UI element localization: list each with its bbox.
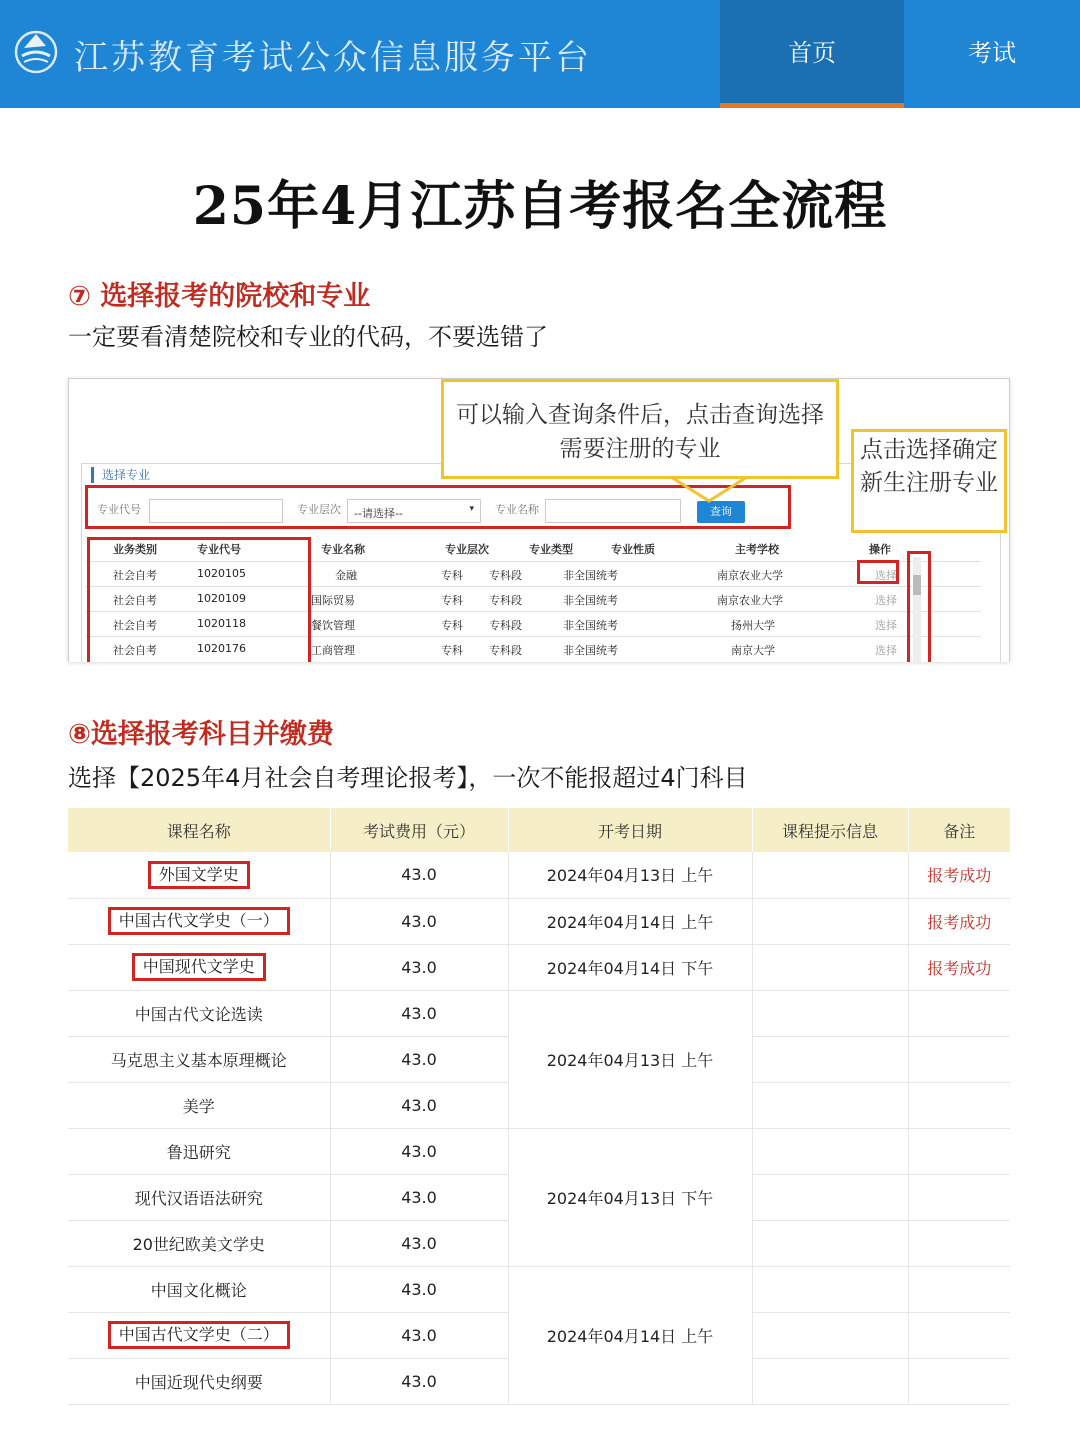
col-note: 备注 (908, 808, 1010, 852)
cell-type: 专科段 (489, 619, 522, 632)
query-tip-callout: 可以输入查询条件后，点击查询选择需要注册的专业 (441, 379, 839, 479)
col-hint: 课程提示信息 (752, 808, 908, 852)
cell-level: 专科 (441, 594, 463, 607)
course-fee: 43.0 (330, 1358, 508, 1404)
cell-major-code: 1020105 (197, 567, 246, 580)
col-level: 专业层次 (445, 543, 489, 556)
table-row[interactable] (68, 1128, 1010, 1174)
table-header-row (68, 808, 1010, 852)
status-badge (908, 1082, 1010, 1128)
status-badge (908, 1128, 1010, 1174)
cell-school: 南京农业大学 (717, 594, 783, 607)
status-badge (908, 990, 1010, 1036)
cell-type: 专科段 (489, 594, 522, 607)
status-badge (908, 1358, 1010, 1404)
course-name[interactable]: 鲁迅研究 (68, 1128, 330, 1174)
table-row[interactable] (68, 852, 1010, 898)
site-title[interactable]: 江苏教育考试公众信息服务平台 (74, 38, 592, 78)
callout-arrow-icon (669, 475, 749, 505)
cell-major-name: 国际贸易 (311, 594, 355, 607)
cell-nature: 非全国统考 (563, 619, 618, 632)
course-hint (752, 1174, 908, 1220)
course-hint (752, 1128, 908, 1174)
col-action: 操作 (869, 543, 891, 556)
cell-level: 专科 (441, 569, 463, 582)
cell-major-code: 1020109 (197, 592, 246, 605)
course-fee: 43.0 (330, 1174, 508, 1220)
nav-home[interactable]: 首页 (720, 0, 904, 108)
select-action-link[interactable]: 选择 (875, 644, 897, 657)
course-name[interactable]: 现代汉语语法研究 (68, 1174, 330, 1220)
course-hint (752, 1082, 908, 1128)
cell-business-type: 社会自考 (113, 644, 157, 657)
course-fee: 43.0 (330, 990, 508, 1036)
course-fee: 43.0 (330, 1036, 508, 1082)
col-date: 开考日期 (508, 808, 752, 852)
step7-desc: 一定要看清楚院校和专业的代码，不要选错了 (68, 323, 548, 351)
select-tip-callout: 点击选择确定新生注册专业 (851, 429, 1007, 533)
course-date: 2024年04月14日 上午 (508, 898, 752, 944)
course-name[interactable]: 马克思主义基本原理概论 (68, 1036, 330, 1082)
course-fee: 43.0 (330, 852, 508, 898)
status-badge: 报考成功 (908, 944, 1010, 990)
course-name[interactable]: 20世纪欧美文学史 (68, 1220, 330, 1266)
course-fee: 43.0 (330, 898, 508, 944)
course-date: 2024年04月13日 上午 (508, 990, 752, 1128)
col-major-code: 专业代号 (197, 543, 241, 556)
panel-title: 选择专业 (91, 467, 150, 483)
major-code-label: 专业代号 (97, 503, 141, 516)
course-name[interactable]: 中国古代文论选读 (68, 990, 330, 1036)
col-type: 专业类型 (529, 543, 573, 556)
course-fee: 43.0 (330, 1266, 508, 1312)
status-badge (908, 1266, 1010, 1312)
cell-nature: 非全国统考 (563, 644, 618, 657)
level-label: 专业层次 (297, 503, 341, 516)
course-name[interactable]: 中国古代文学史（一） (108, 907, 290, 935)
course-name[interactable]: 中国文化概论 (68, 1266, 330, 1312)
col-fee: 考试费用（元） (330, 808, 508, 852)
cell-school: 南京农业大学 (717, 569, 783, 582)
select-action-link[interactable]: 选择 (875, 594, 897, 607)
course-name[interactable]: 美学 (68, 1082, 330, 1128)
cell-type: 专科段 (489, 644, 522, 657)
course-hint (752, 944, 908, 990)
cell-major-name: 工商管理 (311, 644, 355, 657)
cell-level: 专科 (441, 619, 463, 632)
course-hint (752, 1220, 908, 1266)
step8-desc: 选择【2025年4月社会自考理论报考】，一次不能报超过4门科目 (68, 764, 748, 792)
col-major-name: 专业名称 (321, 543, 365, 556)
course-hint (752, 1358, 908, 1404)
col-business-type: 业务类别 (113, 543, 157, 556)
table-row[interactable] (68, 990, 1010, 1036)
col-course-name: 课程名称 (68, 808, 330, 852)
subjects-table (68, 808, 1010, 1405)
course-hint (752, 898, 908, 944)
status-badge (908, 1036, 1010, 1082)
course-hint (752, 1266, 908, 1312)
course-fee: 43.0 (330, 1082, 508, 1128)
select-action-link[interactable]: 选择 (875, 569, 897, 582)
col-school: 主考学校 (735, 543, 779, 556)
select-major-screenshot (68, 378, 1010, 662)
action-column-highlight (907, 551, 931, 662)
cell-level: 专科 (441, 644, 463, 657)
cell-business-type: 社会自考 (113, 594, 157, 607)
page-title: 25年4月江苏自考报名全流程 (192, 176, 888, 237)
status-badge: 报考成功 (908, 898, 1010, 944)
cell-nature: 非全国统考 (563, 569, 618, 582)
course-fee: 43.0 (330, 1220, 508, 1266)
course-date: 2024年04月14日 上午 (508, 1266, 752, 1404)
cell-major-code: 1020176 (197, 642, 246, 655)
cell-major-code: 1020118 (197, 617, 246, 630)
status-badge (908, 1174, 1010, 1220)
course-fee: 43.0 (330, 1128, 508, 1174)
table-row[interactable] (68, 898, 1010, 944)
code-columns-highlight (87, 537, 311, 662)
course-name[interactable]: 中国现代文学史 (132, 953, 266, 981)
step7-title: ⑦ 选择报考的院校和专业 (68, 281, 371, 312)
course-fee: 43.0 (330, 1312, 508, 1358)
cell-major-name: 餐饮管理 (311, 619, 355, 632)
cell-nature: 非全国统考 (563, 594, 618, 607)
nav-exam[interactable]: 考试 (968, 39, 1016, 67)
cell-major-name: 金融 (335, 569, 357, 582)
status-badge (908, 1312, 1010, 1358)
status-badge: 报考成功 (908, 852, 1010, 898)
course-name[interactable]: 外国文学史 (148, 861, 250, 889)
major-name-label: 专业名称 (495, 503, 539, 516)
chevron-down-icon: ▾ (469, 504, 474, 514)
cell-school: 南京大学 (731, 644, 775, 657)
course-date: 2024年04月13日 下午 (508, 1128, 752, 1266)
select-link-highlight (857, 560, 899, 584)
cell-business-type: 社会自考 (113, 619, 157, 632)
cell-business-type: 社会自考 (113, 569, 157, 582)
course-hint (752, 1312, 908, 1358)
query-button[interactable]: 查询 (697, 501, 745, 523)
course-hint (752, 990, 908, 1036)
course-date: 2024年04月13日 上午 (508, 852, 752, 898)
table-row[interactable] (68, 944, 1010, 990)
col-nature: 专业性质 (611, 543, 655, 556)
platform-logo-icon (12, 24, 60, 76)
cell-type: 专科段 (489, 569, 522, 582)
select-action-link[interactable]: 选择 (875, 619, 897, 632)
table-row[interactable] (68, 1266, 1010, 1312)
course-fee: 43.0 (330, 944, 508, 990)
course-hint (752, 1036, 908, 1082)
course-name[interactable]: 中国古代文学史（二） (108, 1321, 290, 1349)
course-hint (752, 852, 908, 898)
level-select-value: --请选择-- (354, 507, 403, 520)
course-date: 2024年04月14日 下午 (508, 944, 752, 990)
cell-school: 扬州大学 (731, 619, 775, 632)
step8-title: ⑧选择报考科目并缴费 (68, 719, 334, 750)
status-badge (908, 1220, 1010, 1266)
top-navbar (0, 0, 1080, 108)
course-name[interactable]: 中国近现代史纲要 (68, 1358, 330, 1404)
